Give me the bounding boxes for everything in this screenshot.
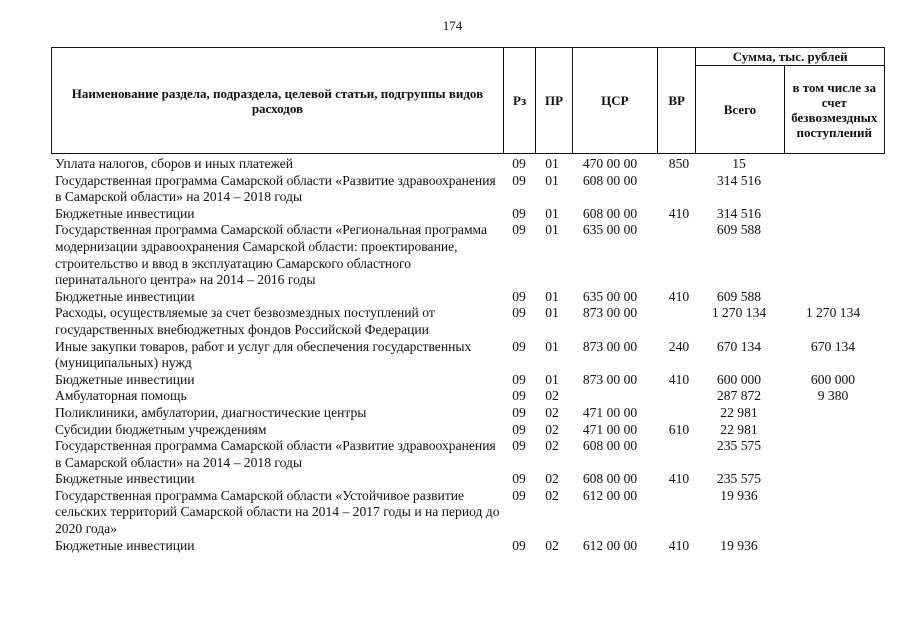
row-name: Бюджетные инвестиции <box>55 371 195 387</box>
row-total: 609 588 <box>716 222 762 238</box>
table-row <box>51 305 885 338</box>
row-total: 600 000 <box>716 371 762 387</box>
row-csr: 608 00 00 <box>582 438 638 454</box>
table-row <box>51 289 885 306</box>
row-csr: 608 00 00 <box>582 172 638 188</box>
row-rz: 09 <box>512 305 526 321</box>
row-pr: 02 <box>545 487 559 503</box>
row-pr: 01 <box>545 172 559 188</box>
row-free-receipts: 670 134 <box>810 338 856 354</box>
header-csr: ЦСР <box>572 48 657 154</box>
row-free-receipts: 600 000 <box>810 371 856 387</box>
row-rz: 09 <box>512 371 526 387</box>
row-total: 19 936 <box>720 537 758 553</box>
row-rz: 09 <box>512 156 526 171</box>
row-pr: 02 <box>545 421 559 437</box>
row-vr: 410 <box>668 371 690 387</box>
header-rz: Рз <box>503 48 535 154</box>
table-row <box>51 438 885 471</box>
row-rz: 09 <box>512 471 526 487</box>
row-vr: 610 <box>668 421 690 437</box>
row-total: 235 575 <box>716 438 762 454</box>
row-pr: 02 <box>545 471 559 487</box>
row-name: Государственная программа Самарской области «Развитие здравоохранения в Самарской области» на 2014 – 2018 годы <box>55 438 496 470</box>
row-csr: 612 00 00 <box>582 487 638 503</box>
row-pr: 02 <box>545 388 559 404</box>
row-csr: 608 00 00 <box>582 205 638 221</box>
row-total: 314 516 <box>716 172 762 188</box>
row-rz: 09 <box>512 288 526 304</box>
table-header <box>51 47 885 154</box>
row-name: Государственная программа Самарской области «Развитие здравоохранения в Самарской области» на 2014 – 2018 годы <box>55 172 496 205</box>
table-row <box>51 388 885 405</box>
row-rz: 09 <box>512 537 526 553</box>
row-pr: 01 <box>545 156 559 171</box>
row-rz: 09 <box>512 404 526 420</box>
row-vr: 410 <box>668 471 690 487</box>
row-total: 1 270 134 <box>711 305 767 321</box>
row-rz: 09 <box>512 222 526 238</box>
row-csr: 873 00 00 <box>582 305 638 321</box>
row-pr: 01 <box>545 338 559 354</box>
row-total: 22 981 <box>720 404 758 420</box>
row-name: Иные закупки товаров, работ и услуг для обеспечения государственных (муниципальных) нужд <box>55 338 472 371</box>
row-csr: 873 00 00 <box>582 371 638 387</box>
row-total: 22 981 <box>720 421 758 437</box>
row-csr: 471 00 00 <box>582 404 638 420</box>
row-csr: 635 00 00 <box>582 222 638 238</box>
row-name: Государственная программа Самарской области «Устойчивое развитие сельских территорий Самарской области на 2014 – 2017 годы и на период до 2020 года» <box>55 487 500 537</box>
row-rz: 09 <box>512 487 526 503</box>
row-total: 609 588 <box>716 288 762 304</box>
row-rz: 09 <box>512 172 526 188</box>
table-row <box>51 173 885 206</box>
row-total: 314 516 <box>716 205 762 221</box>
row-name: Бюджетные инвестиции <box>55 205 195 221</box>
row-pr: 01 <box>545 205 559 221</box>
row-csr: 873 00 00 <box>582 338 638 354</box>
row-pr: 02 <box>545 438 559 454</box>
row-name: Поликлиники, амбулатории, диагностические центры <box>55 404 367 420</box>
row-pr: 02 <box>545 404 559 420</box>
row-pr: 01 <box>545 222 559 238</box>
row-total: 287 872 <box>716 388 762 404</box>
row-name: Государственная программа Самарской области «Региональная программа модернизации здравоохранения Самарской области: проектирование, строительство и ввод в эксплуатацию Самарского областного перинатального центра» на 2014 – 2016 годы <box>55 222 488 288</box>
row-rz: 09 <box>512 338 526 354</box>
row-total: 235 575 <box>716 471 762 487</box>
row-total: 15 <box>732 156 746 171</box>
row-vr: 850 <box>668 156 690 171</box>
row-name: Бюджетные инвестиции <box>55 288 195 304</box>
header-total: Всего <box>696 66 784 154</box>
row-rz: 09 <box>512 205 526 221</box>
row-csr: 470 00 00 <box>582 156 638 171</box>
table-row <box>51 538 885 555</box>
header-free-receipts: в том числе за счет безвозмездных поступлений <box>784 66 884 154</box>
table-row <box>51 339 885 372</box>
table-row <box>51 405 885 422</box>
row-free-receipts: 1 270 134 <box>805 305 861 321</box>
table-row <box>51 471 885 488</box>
row-rz: 09 <box>512 421 526 437</box>
row-pr: 01 <box>545 288 559 304</box>
table-row <box>51 222 885 288</box>
header-pr: ПР <box>536 48 572 154</box>
row-vr: 410 <box>668 537 690 553</box>
row-csr: 612 00 00 <box>582 537 638 553</box>
row-free-receipts: 9 380 <box>817 388 849 404</box>
page-number: 174 <box>442 18 463 33</box>
row-name: Бюджетные инвестиции <box>55 537 195 553</box>
row-csr: 635 00 00 <box>582 288 638 304</box>
row-vr: 240 <box>668 338 690 354</box>
row-csr: 608 00 00 <box>582 471 638 487</box>
table-body <box>51 156 885 554</box>
row-name: Уплата налогов, сборов и иных платежей <box>55 156 294 171</box>
row-rz: 09 <box>512 438 526 454</box>
row-pr: 01 <box>545 371 559 387</box>
header-sum-group: Сумма, тыс. рублей <box>696 48 885 66</box>
table-row <box>51 488 885 538</box>
table-row <box>51 206 885 223</box>
row-vr: 410 <box>668 288 690 304</box>
row-rz: 09 <box>512 388 526 404</box>
table-row <box>51 422 885 439</box>
row-total: 19 936 <box>720 487 758 503</box>
table-row <box>51 156 885 173</box>
row-pr: 01 <box>545 305 559 321</box>
row-total: 670 134 <box>716 338 762 354</box>
header-name-column: Наименование раздела, подраздела, целевой статьи, подгруппы видов расходов <box>52 48 504 154</box>
row-pr: 02 <box>545 537 559 553</box>
header-vr: ВР <box>657 48 696 154</box>
row-name: Бюджетные инвестиции <box>55 471 195 487</box>
row-name: Субсидии бюджетным учреждениям <box>55 421 267 437</box>
table-row <box>51 372 885 389</box>
row-vr: 410 <box>668 205 690 221</box>
row-name: Расходы, осуществляемые за счет безвозмездных поступлений от государственных внебюджетных фондов Российской Федерации <box>55 305 435 337</box>
row-name: Амбулаторная помощь <box>55 388 187 404</box>
row-csr: 471 00 00 <box>582 421 638 437</box>
